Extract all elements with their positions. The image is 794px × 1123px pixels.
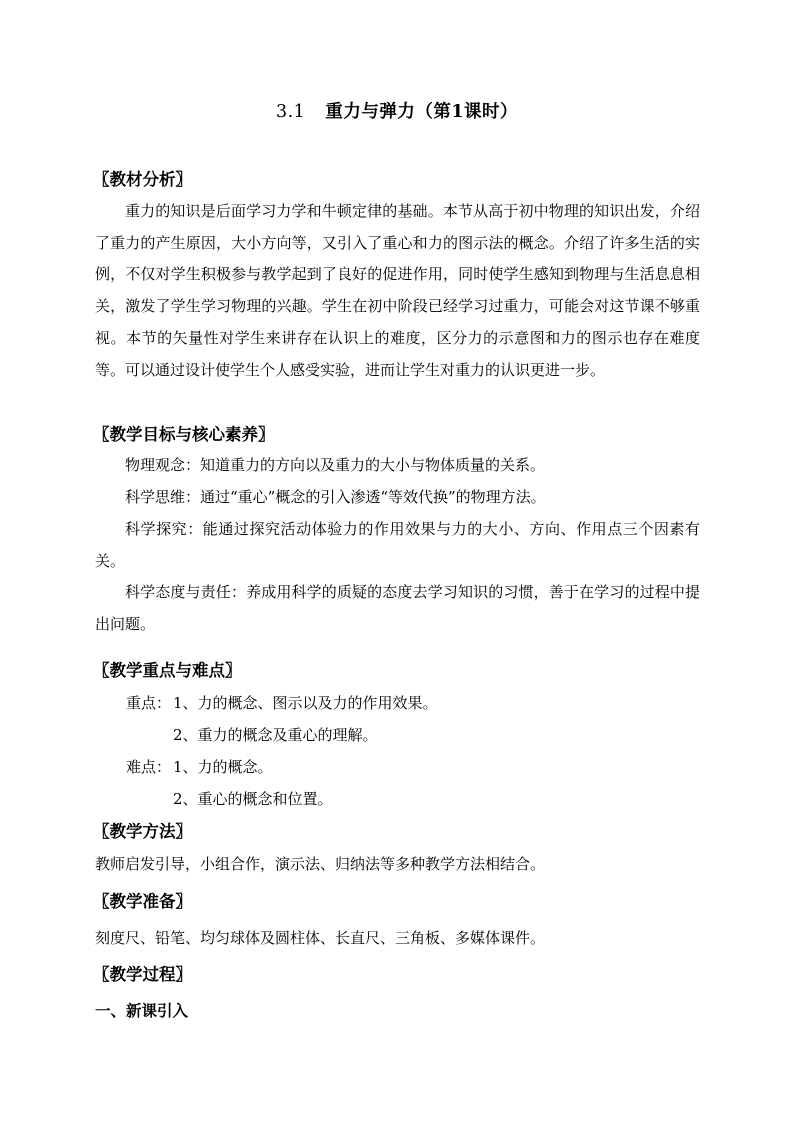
difficulty-label: 难点： <box>126 758 172 776</box>
heading-preparation: 〖教学准备〗 <box>93 892 192 911</box>
goal-scientific-thinking: 科学思维：通过“重心”概念的引入渗透“等效代换”的物理方法。 <box>125 488 546 506</box>
goal-scientific-inquiry: 科学探究：能通过探究活动体验力的作用效果与力的大小、方向、作用点三个因素有关。 <box>95 520 700 570</box>
heading-keypoints: 〖教学重点与难点〗 <box>93 661 242 680</box>
title-text: 重力与弹力（第1课时） <box>325 102 519 122</box>
key-point-2: 2、重力的概念及重心的理解。 <box>173 726 378 744</box>
heading-goals: 〖教学目标与核心素养〗 <box>93 425 275 444</box>
key-point-1: 1、力的概念、图示以及力的作用效果。 <box>173 694 438 712</box>
goal-attitude: 科学态度与责任：养成用科学的质疑的态度去学习知识的习惯，善于在学习的过程中提出问题。 <box>95 583 700 633</box>
goal-physics-concept: 物理观念：知道重力的方向以及重力的大小与物体质量的关系。 <box>125 456 546 474</box>
difficulty-point-1: 1、力的概念。 <box>173 758 273 776</box>
heading-process: 〖教学过程〗 <box>93 965 192 984</box>
section-number: 3.1 <box>275 102 306 122</box>
heading-analysis: 〖教材分析〗 <box>93 170 192 189</box>
preparation-text: 刻度尺、铅笔、均匀球体及圆柱体、长直尺、三角板、多媒体课件。 <box>95 929 546 947</box>
key-label: 重点： <box>126 694 172 712</box>
subheading-intro: 一、新课引入 <box>95 1001 189 1020</box>
heading-method: 〖教学方法〗 <box>93 822 192 841</box>
difficulty-point-2: 2、重心的概念和位置。 <box>173 790 333 808</box>
analysis-paragraph: 重力的知识是后面学习力学和牛顿定律的基础。本节从高于初中物理的知识出发，介绍了重力的产生原因，大小方向等，又引入了重心和力的图示法的概念。介绍了许多生活的实例，不仅对学生积极参与教学起到了良好的促进作用，同时使学生感知到物理与生活息息相关，激发了学生学习物理的兴趣。学生在初中阶段已经学习过重力，可能会对这节课不够重视。本节的矢量性对学生来讲存在认识上的难度，区分力的示意图和力的图示也存在难度等。可以通过设计使学生个人感受实验，进而让学生对重力的认识更进一步。 <box>95 202 700 379</box>
page-title <box>0 98 794 123</box>
method-text: 教师启发引导，小组合作，演示法、归纳法等多种教学方法相结合。 <box>95 855 546 873</box>
